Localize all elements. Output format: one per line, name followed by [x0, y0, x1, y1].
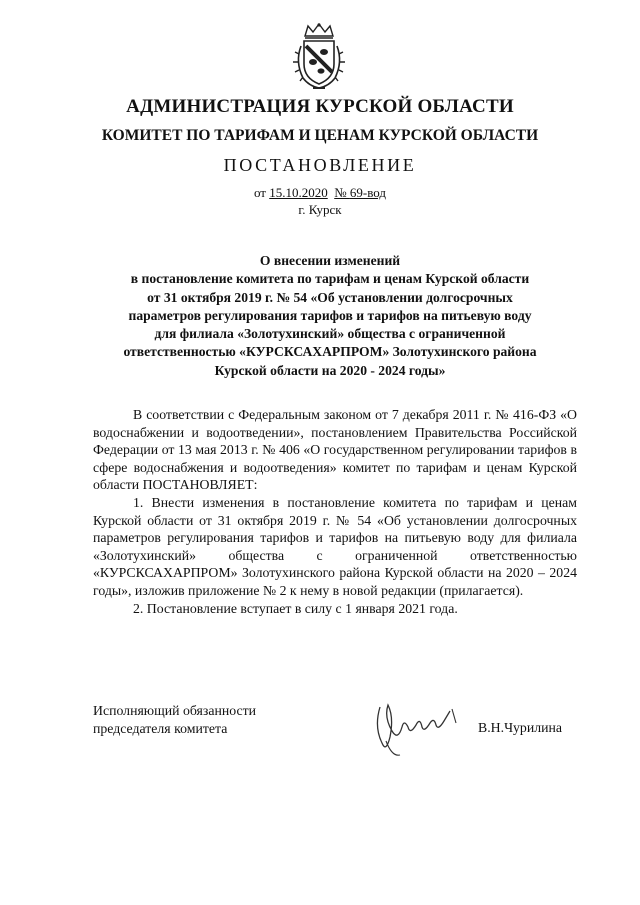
title-line: параметров регулирования тарифов и тарифов на питьевую воду: [128, 307, 532, 323]
preamble-paragraph: В соответствии с Федеральным законом от 7 декабря 2011 г. № 416-ФЗ «О водоснабжении и водоотведении», постановлением Правительства Российской Федерации от 13 мая 2013 г. № 406 «О государственном регулировании тарифов в сфере водоснабжения и водоотведения» комитет по тарифам и ценам Курской области ПОСТАНОВЛЯЕТ:: [93, 407, 577, 493]
position-line: Исполняющий обязанности: [93, 703, 256, 718]
title-line: в постановление комитета по тарифам и ценам Курской области: [130, 271, 530, 287]
org-name: АДМИНИСТРАЦИЯ КУРСКОЙ ОБЛАСТИ: [126, 96, 514, 117]
item-1-paragraph: 1. Внести изменения в постановление комитета по тарифам и ценам Курской области от 31 октября 2019 г. № 54 «Об установлении долгосрочных параметров регулирования тарифов и тарифов на питьевую воду для филиала «Золотухинский» общества с ограниченной ответственностью «КУРСКСАХАРПРОМ» Золотухинского района Курской области на 2020 – 2024 годы», изложив приложение № 2 к нему в новой редакции (прилагается).: [93, 494, 577, 598]
committee-name: КОМИТЕТ ПО ТАРИФАМ И ЦЕНАМ КУРСКОЙ ОБЛАСТИ: [101, 127, 539, 144]
date-number-line: [0, 185, 640, 201]
resolution-body: [93, 406, 577, 617]
title-line: ответственностью «КУРСКСАХАРПРОМ» Золотухинского района: [123, 344, 537, 360]
title-line: от 31 октября 2019 г. № 54 «Об установлении долгосрочных: [147, 289, 513, 305]
document-number: 69-вод: [349, 185, 387, 200]
signatory-position: [93, 702, 256, 737]
handwritten-signature-icon: [372, 697, 464, 763]
city: г. Курск: [298, 202, 342, 217]
resolution-title: [100, 252, 560, 380]
title-line: О внесении изменений: [259, 253, 401, 268]
title-line: для филиала «Золотухинский» общества с ограниченной: [154, 326, 506, 342]
title-line: Курской области на 2020 - 2024 годы»: [214, 362, 446, 378]
document-date: 15.10.2020: [269, 185, 328, 200]
position-line: председателя комитета: [93, 720, 228, 736]
number-prefix: №: [334, 185, 350, 200]
date-prefix: от: [253, 185, 270, 200]
signatory-name: В.Н.Чурилина: [478, 720, 562, 735]
document-type: ПОСТАНОВЛЕНИЕ: [223, 155, 417, 175]
item-2-paragraph: 2. Постановление вступает в силу с 1 января 2021 года.: [133, 600, 458, 616]
coat-of-arms-icon: [291, 22, 347, 92]
